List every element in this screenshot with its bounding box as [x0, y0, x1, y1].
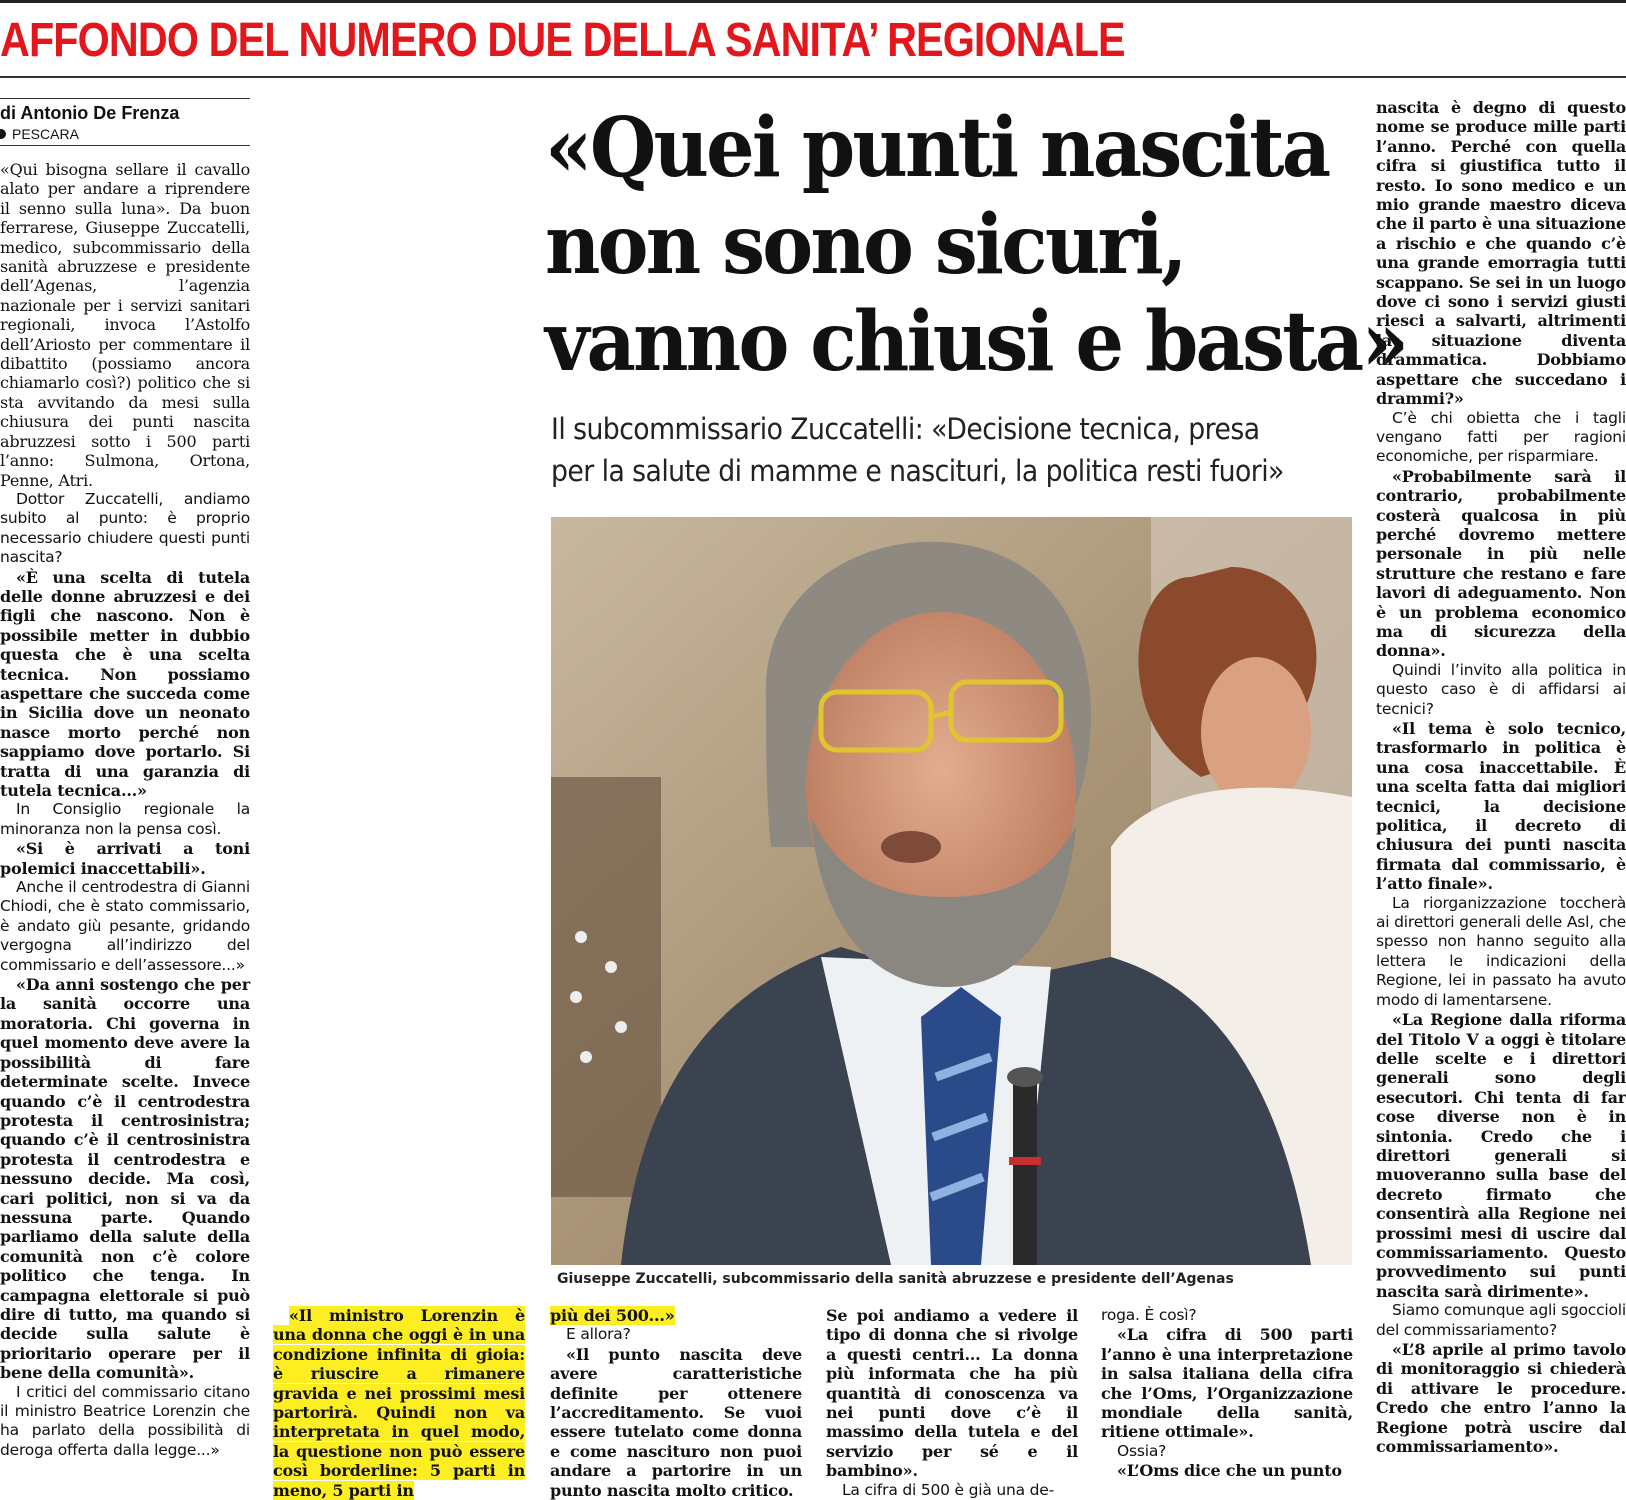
- subheadline: [551, 408, 1287, 492]
- col6-paragraph: Siamo comunque agli sgoccioli del commissariamento?: [1376, 1301, 1626, 1339]
- col3-paragraph: «Il punto nascita deve avere caratteristiche definite per ottenere l’accreditamento. Se vuoi essere tutelato come donna e come nascituro non puoi andare a partorire in un punto nascita molto critico.: [550, 1344, 802, 1500]
- subheadline-line: per la salute di mamme e nascituri, la politica resti fuori»: [551, 454, 1284, 488]
- col6-paragraph: «L’8 aprile al primo tavolo di monitoraggio si chiederà di attivare le procedure. Credo che entro l’anno la Regione potrà uscire dal commissariamento».: [1376, 1340, 1626, 1457]
- col1-paragraph: «È una scelta di tutela delle donne abruzzesi e dei figli che nascono. Non è possibile metter in dubbio questa che è una scelta tecnica. Non possiamo aspettare che succeda come in Sicilia dove un neonato nasce morto perché non sappiamo dove portarlo. Si tratta di una garanzia di tutela tecnica...»: [0, 567, 250, 800]
- col5-paragraph: Ossia?: [1117, 1441, 1167, 1460]
- byline-place: [0, 125, 250, 143]
- col1-paragraph: Anche il centrodestra di Gianni Chiodi, che è stato commissario, è andato giù pesante, gridando vergogna all’indirizzo del commissario e dell’assessore...»: [0, 878, 250, 974]
- article-column-3: [550, 1306, 802, 1500]
- headline-line: vanno chiusi e basta»: [545, 294, 1407, 390]
- col4-paragraph: La cifra di 500 è già una de-: [842, 1480, 1055, 1499]
- headline: [545, 100, 1407, 391]
- col4-paragraph: Se poi andiamo a vedere il tipo di donna che si rivolge a questi centri... La donna più informata che ha più quantità di conoscenza va nei punti dove c’è il massimo della tutela e del servizio per sé e il bambino».: [826, 1306, 1078, 1481]
- col5-paragraph: «La cifra di 500 parti l’anno è una interpretazione in salsa italiana della cifra che l’Oms, l’Organizzazione mondiale della sanità, ritiene ottimale».: [1101, 1325, 1353, 1442]
- highlighted-text: più dei 500...»: [550, 1306, 675, 1325]
- article-column-4: [826, 1306, 1078, 1499]
- col3-paragraph: E allora?: [566, 1325, 631, 1344]
- section-kicker: AFFONDO DEL NUMERO DUE DELLA SANITA’ REGIONALE: [0, 14, 1125, 67]
- headline-line: «Quei punti nascita: [545, 100, 1329, 196]
- portrait-photo: [551, 517, 1352, 1265]
- col6-paragraph: La riorganizzazione toccherà ai direttori generali delle Asl, che spesso non hanno seguito alla lettera le indicazioni della Regione, lei in passato ha avuto modo di lamentarsene.: [1376, 893, 1626, 1009]
- subheadline-line: Il subcommissario Zuccatelli: «Decisione tecnica, presa: [551, 412, 1260, 446]
- col5-paragraph: «L’Oms dice che un punto: [1117, 1461, 1342, 1481]
- byline-place-text: PESCARA: [12, 126, 79, 142]
- col2-paragraph: [273, 1306, 525, 1500]
- col1-paragraph: «Da anni sostengo che per la sanità occorre una moratoria. Chi governa in quel momento deve avere la possibilità di fare determinate scelte. Invece quando c’è il centrodestra protesta il centrosinistra; quando c’è il centrosinistra protesta il centrodestra e nessuno decide. Ma così, cari politici, non si va da nessuna parte. Quando parliamo della salute della comunità non c’è colore politico che tenga. In campagna elettorale si può dire di tutto, ma quando si decide sulla salute è prioritario operare per il bene della comunità».: [0, 975, 250, 1383]
- article-column-5: [1101, 1306, 1353, 1484]
- portrait-photo-illustration: [551, 517, 1352, 1265]
- col1-paragraph: I critici del commissario citano il ministro Beatrice Lorenzin che ha parlato della possibilità di deroga offerta dalla legge...»: [0, 1382, 250, 1459]
- col1-paragraph: «Si è arrivati a toni polemici inaccettabili».: [0, 839, 250, 878]
- highlighted-text: «Il ministro Lorenzin è una donna che oggi è in una condizione infinita di gioia: è riuscire a rimanere gravida e nei prossimi mesi partorirà. Quindi non va interpretata in quel modo, la questione non può essere così borderline: 5 parti in meno, 5 parti in: [273, 1306, 525, 1500]
- dateline-marker-icon: [0, 129, 6, 139]
- article-column-1: [0, 160, 250, 1484]
- col6-paragraph: «Il tema è solo tecnico, trasformarlo in politica è una cosa inaccettabile. È una scelta fatta dai migliori tecnici, la decisione politica, il decreto di chiusura dei punti nascita firmata dal commissario, è l’atto finale».: [1376, 719, 1626, 894]
- col6-paragraph: nascita è degno di questo nome se produce mille parti l’anno. Perché con quella cifra si giustifica tutto il resto. Io sono medico e un mio grande maestro diceva che il parto è una situazione a rischio e che quando c’è una grande emorragia tutti scappano. Se sei in un luogo dove ci sono i servizi giusti riesci a salvarti, altrimenti la situazione diventa drammatica. Dobbiamo aspettare che succedano i drammi?»: [1376, 98, 1626, 409]
- col6-paragraph: Quindi l’invito alla politica in questo caso è di affidarsi ai tecnici?: [1376, 660, 1626, 718]
- col6-paragraph: «Probabilmente sarà il contrario, probabilmente costerà qualcosa in più perché dovremo mettere personale in più nelle strutture che restano e fare lavori di adeguamento. Non è un problema economico ma di sicurezza della donna».: [1376, 466, 1626, 661]
- col5-paragraph: roga. È così?: [1101, 1306, 1197, 1324]
- col3-paragraph: [550, 1306, 802, 1325]
- col1-paragraph: Dottor Zuccatelli, andiamo subito al punto: è proprio necessario chiudere questi punti nascita?: [0, 489, 250, 567]
- byline: [0, 98, 250, 146]
- col6-paragraph: «La Regione dalla riforma del Titolo V a oggi è titolare delle scelte e i direttori generali sono degli esecutori. Chi tenta di far cose diverse non è in sintonia. Credo che i direttori generali si muoveranno sulla base del decreto firmato che consentirà alla Regione nei prossimi mesi di uscire dal commissariamento. Questo provvedimento sui punti nascita sarà dirimente».: [1376, 1010, 1626, 1301]
- headline-line: non sono sicuri,: [545, 197, 1185, 293]
- byline-author: di Antonio De Frenza: [0, 103, 180, 123]
- col6-paragraph: C’è chi obietta che i tagli vengano fatti per ragioni economiche, per risparmiare.: [1376, 408, 1626, 466]
- col1-paragraph: «Qui bisogna sellare il cavallo alato per andare a riprendere il senno sulla luna». Da buon ferrarese, Giuseppe Zuccatelli, medico, subcommissario della sanità abruzzese e presidente dell’Agenas, l’agenzia nazionale per i servizi sanitari regionali, invoca l’Astolfo dell’Ariosto per commentare il dibattito (possiamo ancora chiamarlo così?) politico che si sta avvitando da mesi sulla chiusura dei punti nascita abruzzesi sotto i 500 parti l’anno: Sulmona, Ortona, Penne, Atri.: [0, 160, 250, 490]
- col1-paragraph: In Consiglio regionale la minoranza non la pensa così.: [0, 800, 250, 838]
- article-column-6: [1376, 98, 1626, 1484]
- photo-caption: Giuseppe Zuccatelli, subcommissario della sanità abruzzese e presidente dell’Agenas: [557, 1271, 1234, 1287]
- article-column-2: [273, 1306, 525, 1500]
- kicker-rule: [0, 76, 1626, 78]
- top-rule: [0, 0, 1626, 3]
